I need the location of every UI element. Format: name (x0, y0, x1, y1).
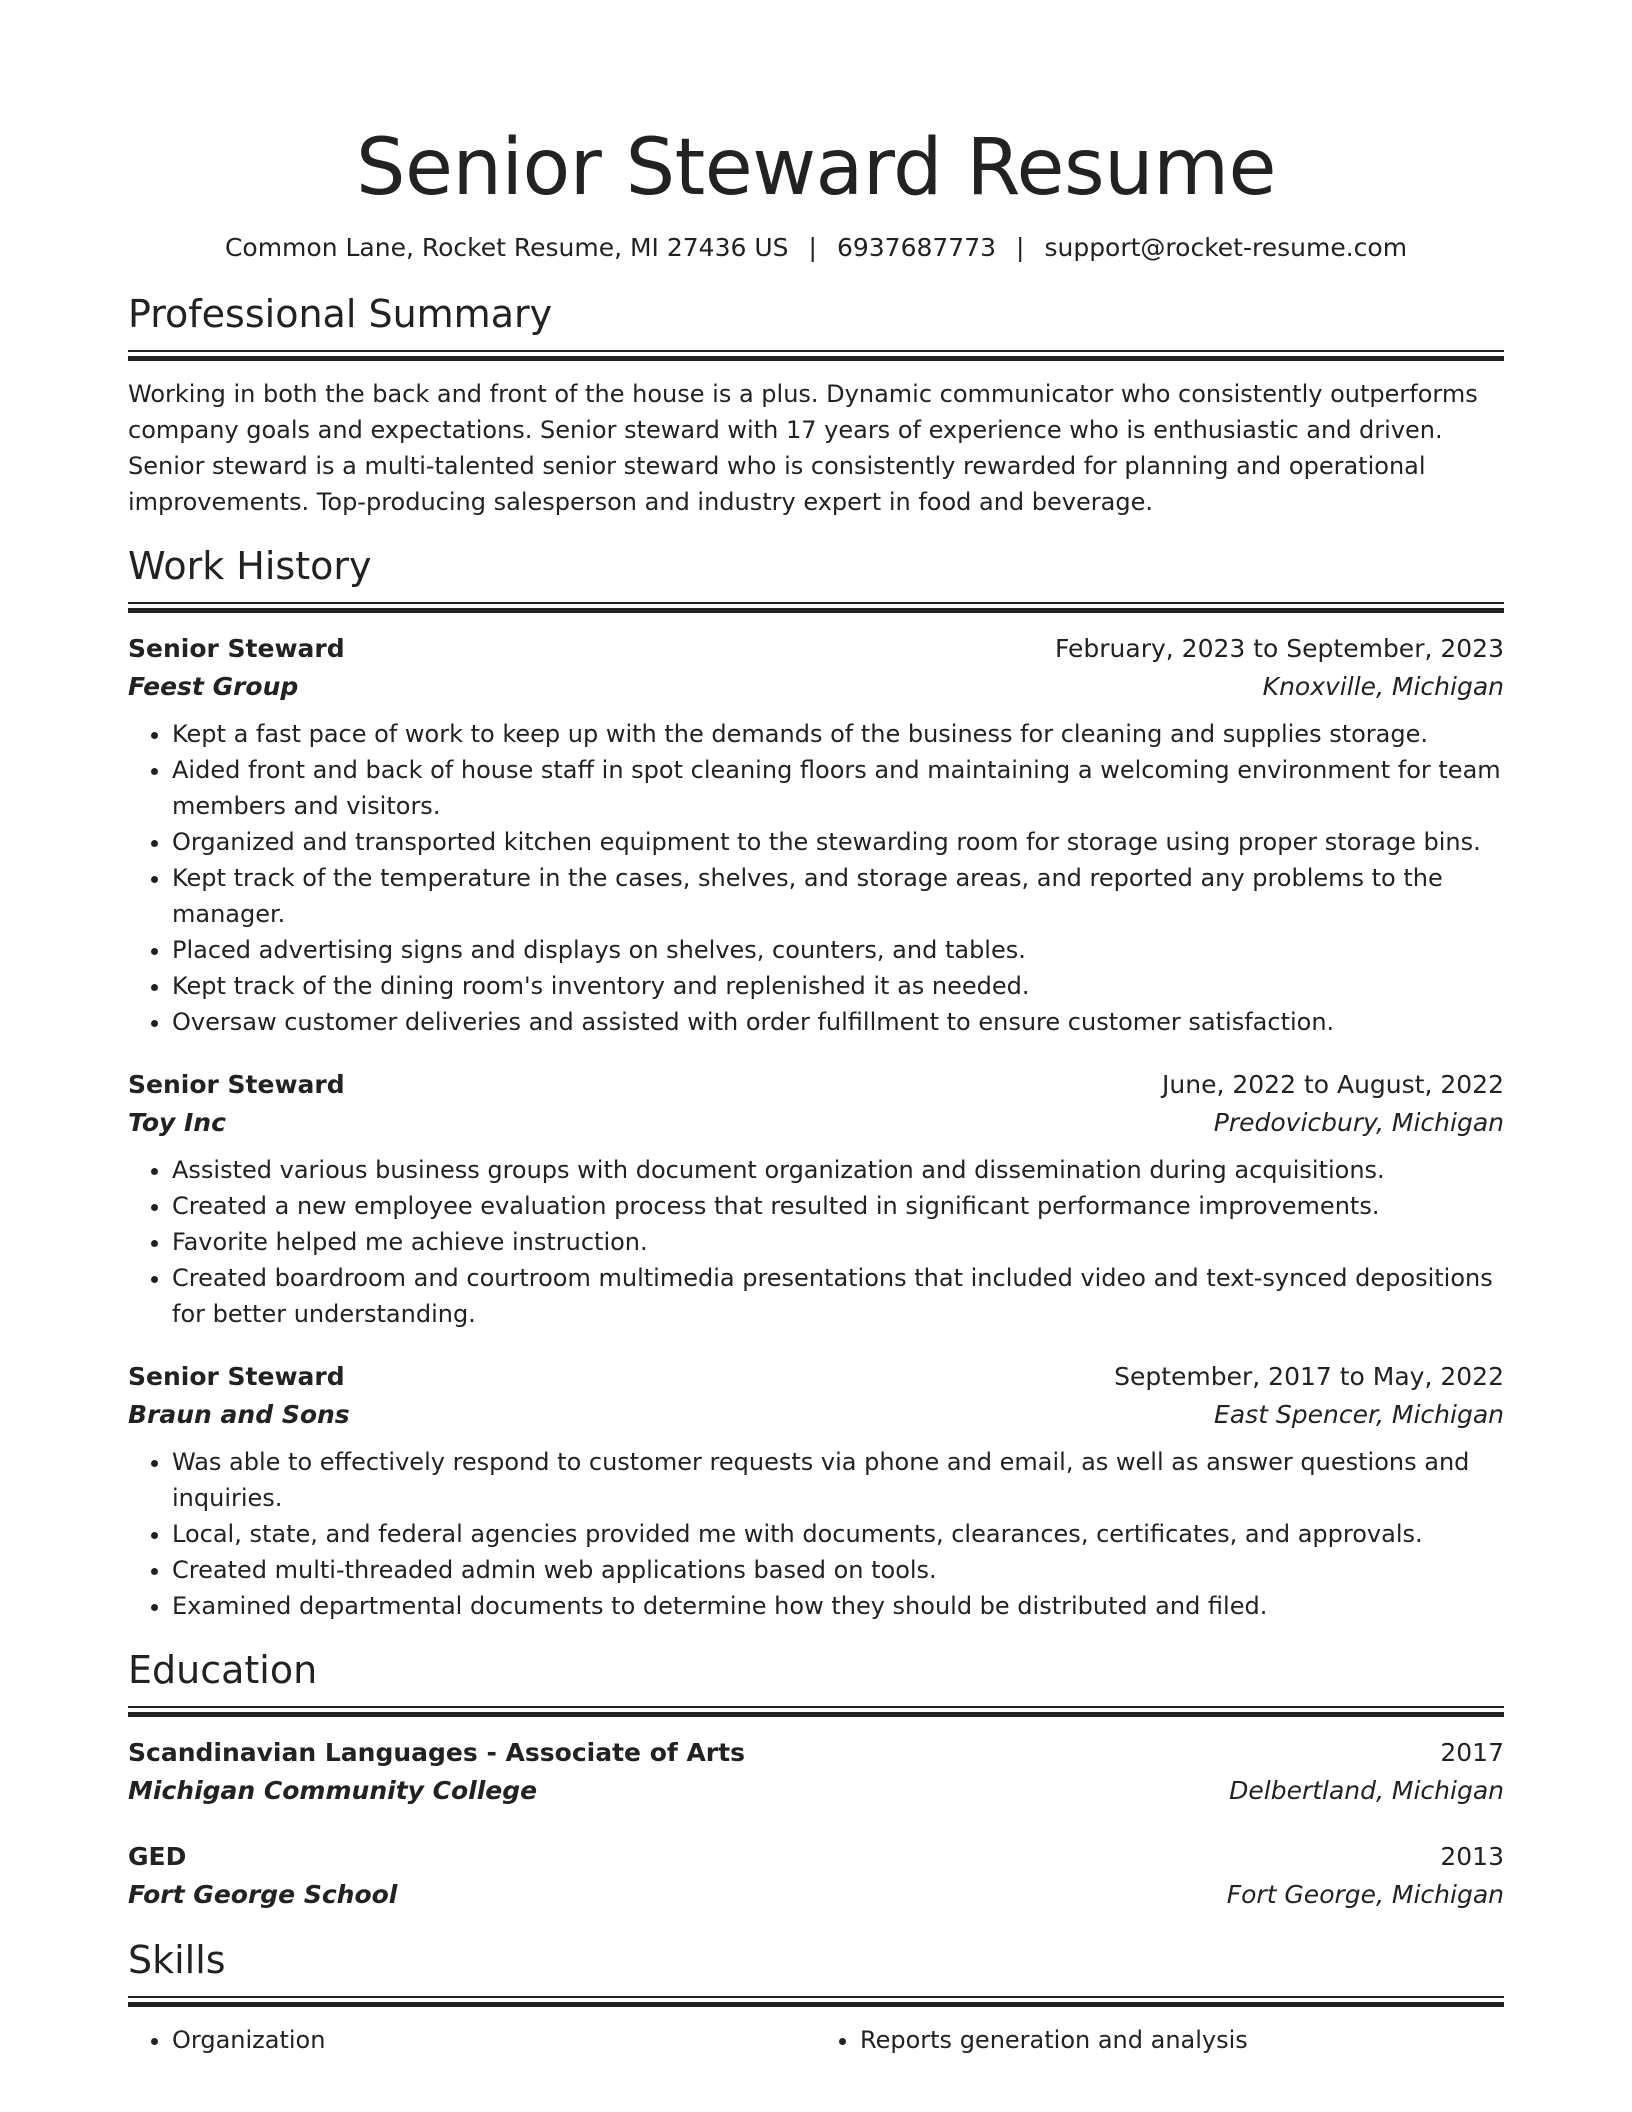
job-location: East Spencer, Michigan (1214, 1400, 1504, 1429)
list-item: • Kept track of the temperature in the cases, shelves, and storage areas, and reported any problems to the manager. (172, 860, 1504, 932)
job-dates: September, 2017 to May, 2022 (1114, 1362, 1504, 1391)
job-title: Senior Steward (128, 634, 345, 663)
education-degree: Scandinavian Languages - Associate of Arts (128, 1738, 745, 1767)
list-item: • Kept a fast pace of work to keep up with the demands of the business for cleaning and supplies storage. (172, 716, 1504, 752)
job-entry (128, 1358, 1504, 1624)
summary-section (128, 290, 1504, 520)
list-item: • Oversaw customer deliveries and assisted with order fulfillment to ensure customer satisfaction. (172, 1004, 1504, 1040)
job-bullets (128, 716, 1504, 1040)
job-company: Braun and Sons (128, 1400, 350, 1429)
job-dates: February, 2023 to September, 2023 (1055, 634, 1504, 663)
summary-text: Working in both the back and front of the house is a plus. Dynamic communicator who consistently outperforms company goals and expectations. Senior steward with 17 years of experience who is enthusiastic and driven. Senior steward is a multi-talented senior steward who is consistently rewarded for planning and operational improvements. Top-producing salesperson and industry expert in food and beverage. (128, 380, 1478, 516)
job-title: Senior Steward (128, 1362, 345, 1391)
section-heading-work-history: Work History (128, 544, 372, 588)
education-section (128, 1646, 1504, 1914)
contact-phone: 6937687773 (836, 233, 997, 262)
education-header (128, 1838, 1504, 1876)
list-item: • Created a new employee evaluation process that resulted in significant performance improvements. (172, 1188, 1504, 1224)
list-item: • Placed advertising signs and displays on shelves, counters, and tables. (172, 932, 1504, 968)
job-location: Predovicbury, Michigan (1213, 1108, 1504, 1137)
job-location: Knoxville, Michigan (1262, 672, 1504, 701)
job-subheader (128, 1396, 1504, 1434)
job-dates: June, 2022 to August, 2022 (1162, 1070, 1504, 1099)
skill-item: • Organization (172, 2022, 816, 2058)
contact-separator: | (1016, 233, 1025, 262)
job-header (128, 1358, 1504, 1396)
skills-section (128, 1936, 1504, 2058)
skills-list-right (816, 2022, 1504, 2058)
job-company: Feest Group (128, 672, 299, 701)
education-entry (128, 1838, 1504, 1914)
section-heading-skills: Skills (128, 1938, 226, 1982)
education-subheader (128, 1772, 1504, 1810)
work-history-section (128, 542, 1504, 1624)
contact-separator: | (808, 233, 817, 262)
section-heading-summary: Professional Summary (128, 292, 553, 336)
section-heading-education: Education (128, 1648, 318, 1692)
job-entry (128, 1066, 1504, 1332)
list-item: • Favorite helped me achieve instruction. (172, 1224, 1504, 1260)
job-title: Senior Steward (128, 1070, 345, 1099)
list-item: • Kept track of the dining room's inventory and replenished it as needed. (172, 968, 1504, 1004)
skill-item: • Reports generation and analysis (860, 2022, 1504, 2058)
education-year: 2013 (1440, 1842, 1504, 1871)
list-item: • Local, state, and federal agencies provided me with documents, clearances, certificates, and approvals. (172, 1516, 1504, 1552)
job-header (128, 630, 1504, 668)
list-item: • Created multi-threaded admin web applications based on tools. (172, 1552, 1504, 1588)
skills-list-left (128, 2022, 816, 2058)
education-degree: GED (128, 1842, 187, 1871)
list-item: • Assisted various business groups with document organization and dissemination during acquisitions. (172, 1152, 1504, 1188)
job-header (128, 1066, 1504, 1104)
list-item: • Organized and transported kitchen equipment to the stewarding room for storage using proper storage bins. (172, 824, 1504, 860)
list-item: • Aided front and back of house staff in spot cleaning floors and maintaining a welcoming environment for team members and visitors. (172, 752, 1504, 824)
education-entry (128, 1734, 1504, 1810)
section-divider (128, 602, 1504, 614)
education-location: Fort George, Michigan (1226, 1880, 1504, 1909)
job-subheader (128, 668, 1504, 706)
education-school: Michigan Community College (128, 1776, 538, 1805)
education-subheader (128, 1876, 1504, 1914)
page-title: Senior Steward Resume (355, 123, 1277, 213)
job-bullets (128, 1444, 1504, 1624)
job-bullets (128, 1152, 1504, 1332)
section-divider (128, 1996, 1504, 2008)
list-item: • Was able to effectively respond to customer requests via phone and email, as well as answer questions and inquiries. (172, 1444, 1504, 1516)
section-divider (128, 350, 1504, 362)
education-location: Delbertland, Michigan (1229, 1776, 1504, 1805)
section-divider (128, 1706, 1504, 1718)
contact-address: Common Lane, Rocket Resume, MI 27436 US (224, 233, 789, 262)
job-company: Toy Inc (128, 1108, 226, 1137)
list-item: • Examined departmental documents to determine how they should be distributed and filed. (172, 1588, 1504, 1624)
job-subheader (128, 1104, 1504, 1142)
contact-email: support@rocket-resume.com (1044, 233, 1408, 262)
education-school: Fort George School (128, 1880, 398, 1909)
job-entry (128, 630, 1504, 1040)
list-item: • Created boardroom and courtroom multimedia presentations that included video and text-synced depositions for better understanding. (172, 1260, 1504, 1332)
contact-line (128, 232, 1504, 264)
education-year: 2017 (1440, 1738, 1504, 1767)
education-header (128, 1734, 1504, 1772)
skills-columns (128, 2022, 1504, 2058)
